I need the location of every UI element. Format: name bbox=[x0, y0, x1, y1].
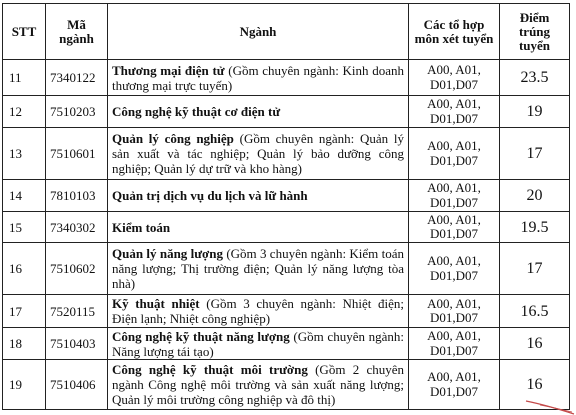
cell-combos: A00, A01, D01,D07 bbox=[409, 60, 500, 96]
cell-code: 7510406 bbox=[46, 360, 108, 410]
cell-stt: 19 bbox=[3, 360, 46, 410]
cell-major bbox=[108, 360, 409, 410]
pen-stroke-mark bbox=[496, 395, 576, 415]
major-detail: (Gồm 2 chuyên ngành Công nghệ môi trường và sản xuất năng lượng; Quản lý môi trường công nghiệp và đô thị) bbox=[112, 362, 405, 407]
admission-score-table-sheet bbox=[2, 3, 570, 410]
cell-major bbox=[108, 96, 409, 128]
table-row bbox=[3, 243, 570, 295]
cell-combos: A00, A01, D01,D07 bbox=[409, 243, 500, 295]
cell-score: 16.5 bbox=[500, 295, 570, 328]
table-row bbox=[3, 328, 570, 360]
major-detail: (Gồm 3 chuyên ngành: Kiểm toán năng lượng; Thị trường điện; Quản lý năng lượng tòa nhà) bbox=[112, 246, 404, 291]
major-name: Quản lý năng lượng bbox=[112, 246, 223, 261]
cell-major bbox=[108, 328, 409, 360]
cell-stt: 12 bbox=[3, 96, 46, 128]
cell-combos: A00, A01, D01,D07 bbox=[409, 212, 500, 243]
cell-code: 7520115 bbox=[46, 295, 108, 328]
cell-code: 7340302 bbox=[46, 212, 108, 243]
table-row bbox=[3, 212, 570, 243]
admission-score-table bbox=[2, 3, 570, 410]
cell-major bbox=[108, 60, 409, 96]
cell-code: 7340122 bbox=[46, 60, 108, 96]
cell-code: 7810103 bbox=[46, 180, 108, 212]
major-name: Quản lý công nghiệp bbox=[112, 131, 234, 146]
cell-score: 20 bbox=[500, 180, 570, 212]
cell-combos: A00, A01, D01,D07 bbox=[409, 360, 500, 410]
major-name: Kiểm toán bbox=[112, 219, 171, 235]
major-detail: (Gồm chuyên ngành: Kinh doanh thương mại trực tuyến) bbox=[112, 62, 404, 93]
header-stt: STT bbox=[3, 4, 46, 60]
major-name: Kỹ thuật nhiệt bbox=[112, 296, 200, 311]
table-row bbox=[3, 60, 570, 96]
cell-stt: 17 bbox=[3, 295, 46, 328]
cell-stt: 14 bbox=[3, 180, 46, 212]
cell-score: 16 bbox=[500, 360, 570, 410]
cell-combos: A00, A01, D01,D07 bbox=[409, 96, 500, 128]
cell-combos: A00, A01, D01,D07 bbox=[409, 295, 500, 328]
cell-stt: 11 bbox=[3, 60, 46, 96]
major-name: Quản trị dịch vụ du lịch và lữ hành bbox=[112, 188, 308, 203]
header-major: Ngành bbox=[108, 4, 409, 60]
header-score: Điểm trúng tuyển bbox=[500, 4, 570, 60]
cell-major bbox=[108, 243, 409, 295]
cell-score: 17 bbox=[500, 243, 570, 295]
cell-stt: 18 bbox=[3, 328, 46, 360]
cell-major bbox=[108, 180, 409, 212]
table-header-row bbox=[3, 4, 570, 60]
cell-combos: A00, A01, D01,D07 bbox=[409, 128, 500, 180]
table-row bbox=[3, 360, 570, 410]
cell-code: 7510403 bbox=[46, 328, 108, 360]
table-row bbox=[3, 295, 570, 328]
cell-score: 16 bbox=[500, 328, 570, 360]
major-detail: (Gồm chuyên ngành: Quản lý sản xuất và tác nghiệp; Quản lý bảo dưỡng công nghiệp; Quản lý dự trữ và kho hàng) bbox=[112, 131, 404, 176]
table-row bbox=[3, 180, 570, 212]
major-name: Công nghệ kỹ thuật môi trường bbox=[112, 362, 308, 377]
cell-combos: A00, A01, D01,D07 bbox=[409, 328, 500, 360]
cell-stt: 13 bbox=[3, 128, 46, 180]
major-name: Công nghệ kỹ thuật năng lượng bbox=[112, 328, 290, 344]
cell-major bbox=[108, 295, 409, 328]
cell-code: 7510203 bbox=[46, 96, 108, 128]
table-body bbox=[3, 60, 570, 410]
cell-score: 23.5 bbox=[500, 60, 570, 96]
cell-combos: A00, A01, D01,D07 bbox=[409, 180, 500, 212]
major-detail: (Gồm chuyên ngành: Năng lượng tái tạo) bbox=[112, 328, 404, 359]
major-detail: (Gồm 3 chuyên ngành: Nhiệt điện; Điện lạnh; Nhiệt công nghiệp) bbox=[112, 296, 404, 326]
table-row bbox=[3, 128, 570, 180]
major-name: Thương mại điện tử bbox=[112, 62, 225, 78]
cell-stt: 15 bbox=[3, 212, 46, 243]
cell-major bbox=[108, 128, 409, 180]
cell-score: 19.5 bbox=[500, 212, 570, 243]
major-name: Công nghệ kỹ thuật cơ điện tử bbox=[112, 104, 281, 119]
cell-code: 7510602 bbox=[46, 243, 108, 295]
table-row bbox=[3, 96, 570, 128]
header-combos: Các tổ hợp môn xét tuyển bbox=[409, 4, 500, 60]
cell-major bbox=[108, 212, 409, 243]
header-code: Mã ngành bbox=[46, 4, 108, 60]
cell-score: 19 bbox=[500, 96, 570, 128]
cell-stt: 16 bbox=[3, 243, 46, 295]
cell-score: 17 bbox=[500, 128, 570, 180]
cell-code: 7510601 bbox=[46, 128, 108, 180]
